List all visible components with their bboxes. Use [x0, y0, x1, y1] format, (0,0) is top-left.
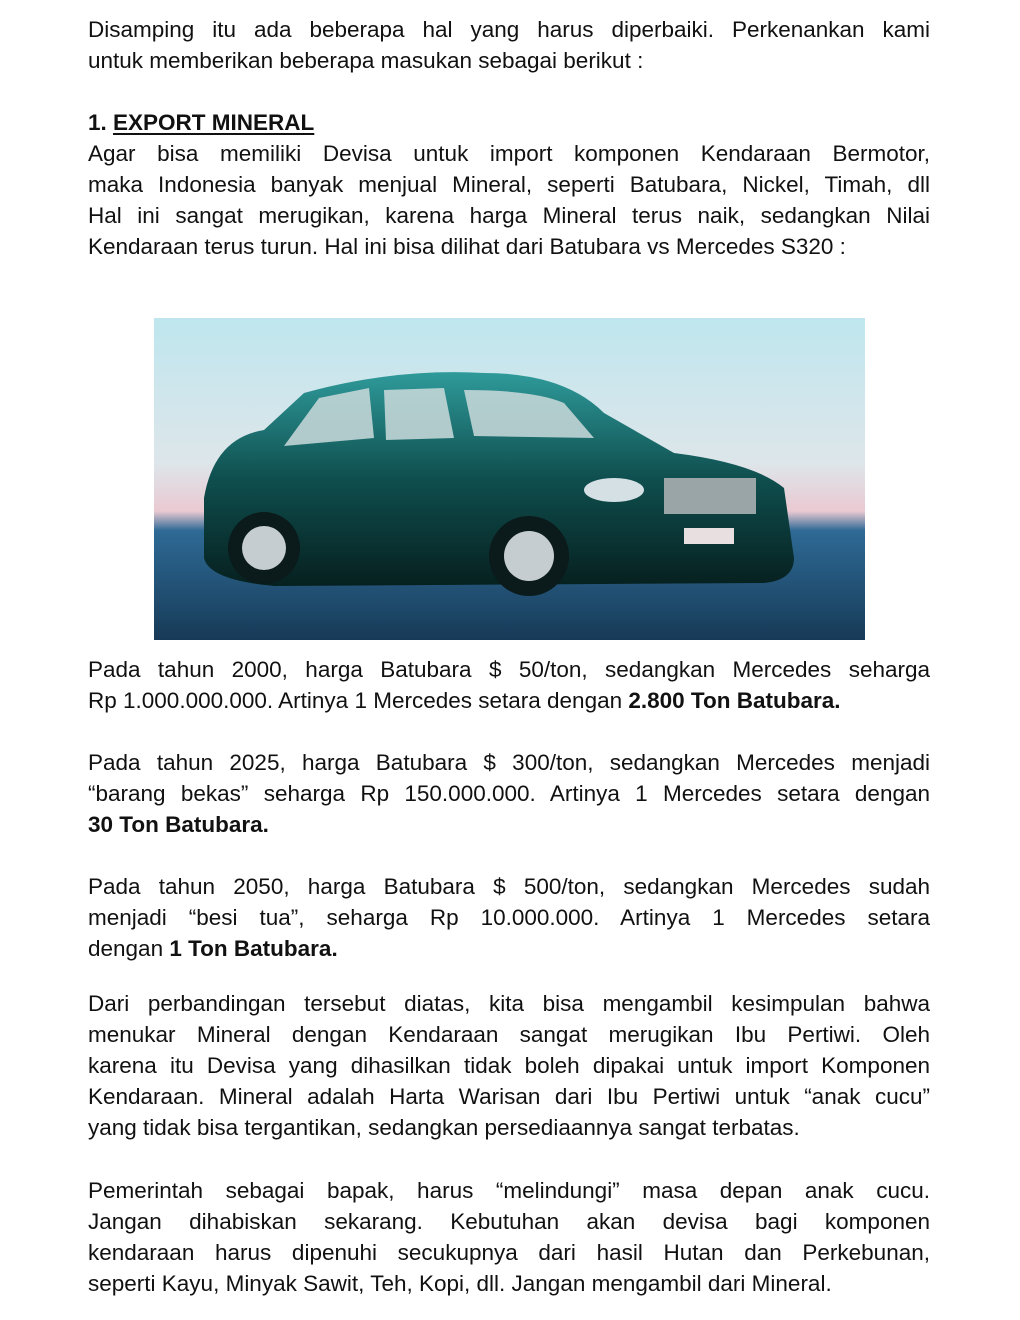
- text-line: [88, 779, 930, 809]
- text: Pada tahun 2000, harga Batubara $ 50/ton, sedangkan Mercedes seharga: [88, 657, 930, 682]
- text-line: [88, 989, 930, 1019]
- bold-text: 1.: [88, 110, 114, 135]
- text-line: [88, 655, 930, 685]
- bold-text: 1 Ton Batubara.: [169, 936, 338, 961]
- text-line: [88, 1207, 930, 1237]
- bold-text: 30 Ton Batubara.: [88, 812, 269, 837]
- text: Kendaraan. Mineral adalah Harta Warisan dari Ibu Pertiwi untuk “anak cucu”: [88, 1084, 930, 1109]
- text: menjadi “besi tua”, seharga Rp 10.000.000. Artinya 1 Mercedes setara: [88, 905, 930, 930]
- text-line: [88, 1238, 930, 1268]
- text-line: [88, 1113, 930, 1143]
- text: menukar Mineral dengan Kendaraan sangat merugikan Ibu Pertiwi. Oleh: [88, 1022, 930, 1047]
- text-line: [88, 872, 930, 902]
- text: karena itu Devisa yang dihasilkan tidak boleh dipakai untuk import Komponen: [88, 1053, 930, 1078]
- text: dengan: [88, 936, 170, 961]
- bold-text: EXPORT MINERAL: [113, 110, 315, 135]
- text: Disamping itu ada beberapa hal yang harus diperbaiki. Perkenankan kami: [88, 17, 930, 42]
- text-line: [88, 1176, 930, 1206]
- text: Dari perbandingan tersebut diatas, kita bisa mengambil kesimpulan bahwa: [88, 991, 930, 1016]
- text: Jangan dihabiskan sekarang. Kebutuhan akan devisa bagi komponen: [88, 1209, 930, 1234]
- text: kendaraan harus dipenuhi secukupnya dari hasil Hutan dan Perkebunan,: [88, 1240, 930, 1265]
- mercedes-car-photo: [154, 318, 865, 640]
- text-line: [88, 1051, 930, 1081]
- text-line: [88, 46, 930, 76]
- text-line: [88, 686, 930, 716]
- text-line: [88, 1269, 930, 1299]
- text-line: [88, 934, 930, 964]
- text: Agar bisa memiliki Devisa untuk import komponen Kendaraan Bermotor,: [88, 141, 930, 166]
- text: Pemerintah sebagai bapak, harus “melindungi” masa depan anak cucu.: [88, 1178, 930, 1203]
- text: Pada tahun 2050, harga Batubara $ 500/ton, sedangkan Mercedes sudah: [88, 874, 930, 899]
- text-line: [88, 232, 930, 262]
- text-line: [88, 139, 930, 169]
- text-line: [88, 1082, 930, 1112]
- text-line: [88, 170, 930, 200]
- text: Pada tahun 2025, harga Batubara $ 300/ton, sedangkan Mercedes menjadi: [88, 750, 930, 775]
- text: maka Indonesia banyak menjual Mineral, seperti Batubara, Nickel, Timah, dll: [88, 172, 930, 197]
- text: “barang bekas” seharga Rp 150.000.000. Artinya 1 Mercedes setara dengan: [88, 781, 930, 806]
- text: seperti Kayu, Minyak Sawit, Teh, Kopi, dll. Jangan mengambil dari Mineral.: [88, 1271, 832, 1296]
- text-line: [88, 201, 930, 231]
- section-heading: [88, 108, 930, 138]
- text-line: [88, 810, 930, 840]
- text-line: [88, 1020, 930, 1050]
- text: Rp 1.000.000.000. Artinya 1 Mercedes setara dengan: [88, 688, 629, 713]
- text: untuk memberikan beberapa masukan sebagai berikut :: [88, 48, 644, 73]
- text: Hal ini sangat merugikan, karena harga Mineral terus naik, sedangkan Nilai: [88, 203, 930, 228]
- text: yang tidak bisa tergantikan, sedangkan persediaannya sangat terbatas.: [88, 1115, 800, 1140]
- text-line: [88, 15, 930, 45]
- text: Kendaraan terus turun. Hal ini bisa dilihat dari Batubara vs Mercedes S320 :: [88, 234, 846, 259]
- bold-text: 2.800 Ton Batubara.: [628, 688, 841, 713]
- text-line: [88, 903, 930, 933]
- text-line: [88, 748, 930, 778]
